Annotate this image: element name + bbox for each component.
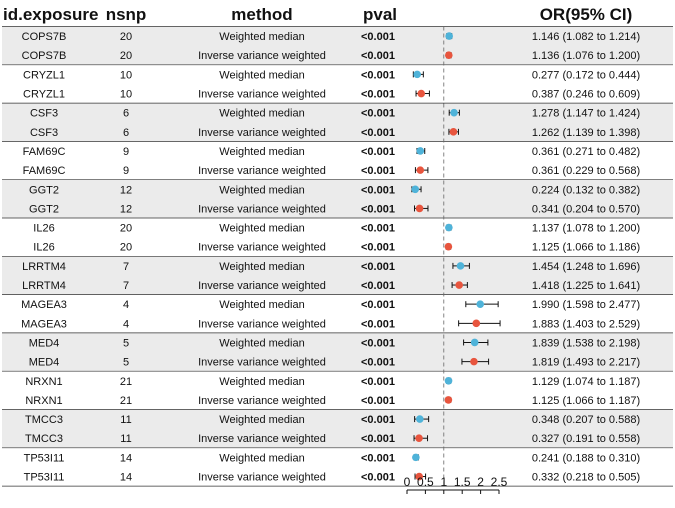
nsnp-cell: 7 — [122, 280, 130, 293]
method-cell: Weighted median — [219, 145, 305, 158]
or-point — [413, 71, 421, 79]
or-point — [476, 300, 484, 308]
or-point — [445, 51, 453, 59]
pval-cell: <0.001 — [361, 31, 395, 44]
exposure-cell: FAM69C — [22, 145, 66, 158]
or-point — [417, 90, 425, 98]
header-nsnp: nsnp — [105, 5, 147, 24]
nsnp-cell: 21 — [119, 375, 133, 388]
pval-cell: <0.001 — [361, 394, 395, 407]
nsnp-cell: 10 — [119, 88, 133, 101]
or-ci-cell: 1.819 (1.493 to 2.217) — [531, 356, 641, 369]
or-point — [445, 243, 453, 251]
or-ci-cell: 0.241 (0.188 to 0.310) — [531, 452, 641, 465]
nsnp-cell: 4 — [122, 299, 130, 312]
or-point — [472, 320, 480, 328]
or-point — [450, 109, 458, 117]
or-ci-cell: 0.332 (0.218 to 0.505) — [531, 471, 641, 484]
nsnp-cell: 11 — [120, 414, 132, 427]
or-point — [450, 128, 458, 136]
exposure-cell: CRYZL1 — [23, 69, 65, 82]
pval-cell: <0.001 — [361, 184, 395, 197]
method-cell: Inverse variance weighted — [198, 394, 326, 407]
method-cell: Inverse variance weighted — [198, 241, 326, 254]
pval-cell: <0.001 — [361, 222, 395, 235]
pval-cell: <0.001 — [361, 337, 395, 350]
axis-tick-label: 0.5 — [417, 475, 434, 489]
method-cell: Weighted median — [219, 222, 305, 235]
header-id-exposure: id.exposure — [3, 5, 99, 24]
exposure-cell: TMCC3 — [25, 414, 63, 427]
method-cell: Inverse variance weighted — [198, 165, 326, 178]
method-cell: Inverse variance weighted — [198, 50, 326, 63]
method-cell: Weighted median — [219, 414, 305, 427]
pval-cell: <0.001 — [361, 50, 395, 63]
nsnp-cell: 11 — [120, 433, 132, 446]
nsnp-cell: 9 — [122, 165, 130, 178]
or-point — [471, 339, 479, 347]
or-ci-cell: 1.839 (1.538 to 2.198) — [531, 337, 641, 350]
or-ci-cell: 0.277 (0.172 to 0.444) — [531, 69, 641, 82]
exposure-cell: GGT2 — [29, 184, 59, 197]
pval-cell: <0.001 — [361, 318, 395, 331]
exposure-cell: NRXN1 — [25, 394, 63, 407]
method-cell: Weighted median — [219, 452, 305, 465]
exposure-cell: MAGEA3 — [21, 318, 67, 331]
axis-tick-label: 2 — [477, 475, 484, 489]
exposure-cell: CSF3 — [29, 126, 59, 139]
or-point — [470, 358, 478, 366]
nsnp-cell: 5 — [122, 356, 130, 369]
or-ci-cell: 0.387 (0.246 to 0.609) — [531, 88, 641, 101]
exposure-cell: MED4 — [28, 337, 60, 350]
or-point — [445, 224, 453, 232]
exposure-cell: TP53I11 — [23, 452, 65, 465]
or-ci-cell: 1.262 (1.139 to 1.398) — [531, 126, 641, 139]
or-ci-cell: 1.418 (1.225 to 1.641) — [531, 280, 641, 293]
or-point — [412, 454, 420, 462]
pval-cell: <0.001 — [361, 126, 395, 139]
method-cell: Weighted median — [219, 31, 305, 44]
nsnp-cell: 21 — [119, 394, 133, 407]
or-ci-cell: 1.454 (1.248 to 1.696) — [531, 260, 641, 273]
nsnp-cell: 20 — [119, 241, 133, 254]
nsnp-cell: 4 — [122, 318, 130, 331]
or-ci-cell: 1.137 (1.078 to 1.200) — [531, 222, 641, 235]
nsnp-cell: 9 — [122, 145, 130, 158]
exposure-cell: TP53I11 — [23, 471, 65, 484]
nsnp-cell: 5 — [122, 337, 130, 350]
method-cell: Weighted median — [219, 107, 305, 120]
or-ci-cell: 1.125 (1.066 to 1.186) — [531, 241, 641, 254]
axis-tick-label: 1.5 — [453, 475, 471, 489]
or-ci-cell: 0.341 (0.204 to 0.570) — [531, 203, 641, 216]
nsnp-cell: 12 — [119, 203, 133, 216]
method-cell: Weighted median — [219, 184, 305, 197]
pval-cell: <0.001 — [361, 433, 395, 446]
header-pval: pval — [362, 5, 398, 24]
or-point — [445, 396, 453, 404]
nsnp-cell: 6 — [122, 107, 130, 120]
pval-cell: <0.001 — [361, 107, 395, 120]
exposure-cell: TMCC3 — [25, 433, 63, 446]
axis-tick-label: 1 — [440, 475, 448, 489]
or-point — [416, 166, 424, 174]
or-point — [415, 434, 423, 442]
or-point — [416, 415, 424, 423]
pval-cell: <0.001 — [361, 203, 395, 216]
method-cell: Inverse variance weighted — [198, 203, 326, 216]
or-ci-cell: 0.361 (0.271 to 0.482) — [531, 145, 641, 158]
method-cell: Inverse variance weighted — [198, 471, 326, 484]
nsnp-cell: 20 — [119, 50, 133, 63]
pval-cell: <0.001 — [361, 299, 395, 312]
or-ci-cell: 1.883 (1.403 to 2.529) — [531, 318, 641, 331]
pval-cell: <0.001 — [361, 165, 395, 178]
exposure-cell: CRYZL1 — [23, 88, 65, 101]
method-cell: Weighted median — [219, 299, 305, 312]
or-ci-cell: 1.278 (1.147 to 1.424) — [531, 107, 641, 120]
exposure-cell: IL26 — [33, 241, 55, 254]
nsnp-cell: 20 — [119, 222, 133, 235]
method-cell: Weighted median — [219, 375, 305, 388]
or-ci-cell: 0.327 (0.191 to 0.558) — [531, 433, 641, 446]
nsnp-cell: 14 — [119, 471, 133, 484]
method-cell: Weighted median — [219, 260, 305, 273]
or-ci-cell: 1.129 (1.074 to 1.187) — [531, 375, 641, 388]
axis-tick-label: 2.5 — [490, 475, 508, 489]
or-ci-cell: 0.361 (0.229 to 0.568) — [531, 165, 641, 178]
nsnp-cell: 12 — [119, 184, 133, 197]
pval-cell: <0.001 — [361, 280, 395, 293]
method-cell: Inverse variance weighted — [198, 356, 326, 369]
exposure-cell: LRRTM4 — [22, 260, 66, 273]
method-cell: Inverse variance weighted — [198, 433, 326, 446]
pval-cell: <0.001 — [361, 414, 395, 427]
nsnp-cell: 7 — [122, 260, 130, 273]
exposure-cell: COPS7B — [21, 50, 67, 63]
exposure-cell: CSF3 — [29, 107, 59, 120]
method-cell: Inverse variance weighted — [198, 280, 326, 293]
header-method: method — [231, 5, 293, 24]
nsnp-cell: 6 — [122, 126, 130, 139]
or-ci-cell: 1.125 (1.066 to 1.187) — [531, 394, 641, 407]
pval-cell: <0.001 — [361, 260, 395, 273]
exposure-cell: MED4 — [28, 356, 60, 369]
or-point — [455, 281, 463, 289]
exposure-cell: NRXN1 — [25, 375, 63, 388]
method-cell: Inverse variance weighted — [198, 88, 326, 101]
pval-cell: <0.001 — [361, 452, 395, 465]
exposure-cell: LRRTM4 — [22, 280, 66, 293]
or-point — [416, 147, 424, 155]
method-cell: Weighted median — [219, 69, 305, 82]
or-ci-cell: 0.224 (0.132 to 0.382) — [531, 184, 641, 197]
exposure-cell: GGT2 — [29, 203, 59, 216]
or-ci-cell: 1.136 (1.076 to 1.200) — [531, 50, 641, 63]
pval-cell: <0.001 — [361, 88, 395, 101]
pval-cell: <0.001 — [361, 145, 395, 158]
or-point — [445, 32, 453, 40]
nsnp-cell: 10 — [119, 69, 133, 82]
pval-cell: <0.001 — [361, 471, 395, 484]
header-or-ci: OR(95% CI) — [539, 5, 633, 24]
x-axis — [404, 475, 508, 494]
nsnp-cell: 20 — [119, 31, 133, 44]
or-ci-cell: 1.990 (1.598 to 2.477) — [531, 299, 641, 312]
method-cell: Inverse variance weighted — [198, 126, 326, 139]
method-cell: Inverse variance weighted — [198, 318, 326, 331]
or-point — [445, 377, 453, 385]
column-headers — [3, 5, 632, 24]
or-ci-cell: 0.348 (0.207 to 0.588) — [531, 414, 641, 427]
or-point — [411, 185, 419, 193]
exposure-cell: COPS7B — [21, 31, 67, 44]
axis-tick-label: 0 — [403, 475, 411, 489]
or-ci-cell: 1.146 (1.082 to 1.214) — [531, 31, 641, 44]
or-point — [416, 205, 424, 213]
or-point — [457, 262, 465, 270]
exposure-cell: IL26 — [33, 222, 55, 235]
exposure-cell: FAM69C — [22, 165, 66, 178]
pval-cell: <0.001 — [361, 375, 395, 388]
pval-cell: <0.001 — [361, 69, 395, 82]
exposure-cell: MAGEA3 — [21, 299, 67, 312]
nsnp-cell: 14 — [119, 452, 133, 465]
pval-cell: <0.001 — [361, 356, 395, 369]
method-cell: Weighted median — [219, 337, 305, 350]
pval-cell: <0.001 — [361, 241, 395, 254]
